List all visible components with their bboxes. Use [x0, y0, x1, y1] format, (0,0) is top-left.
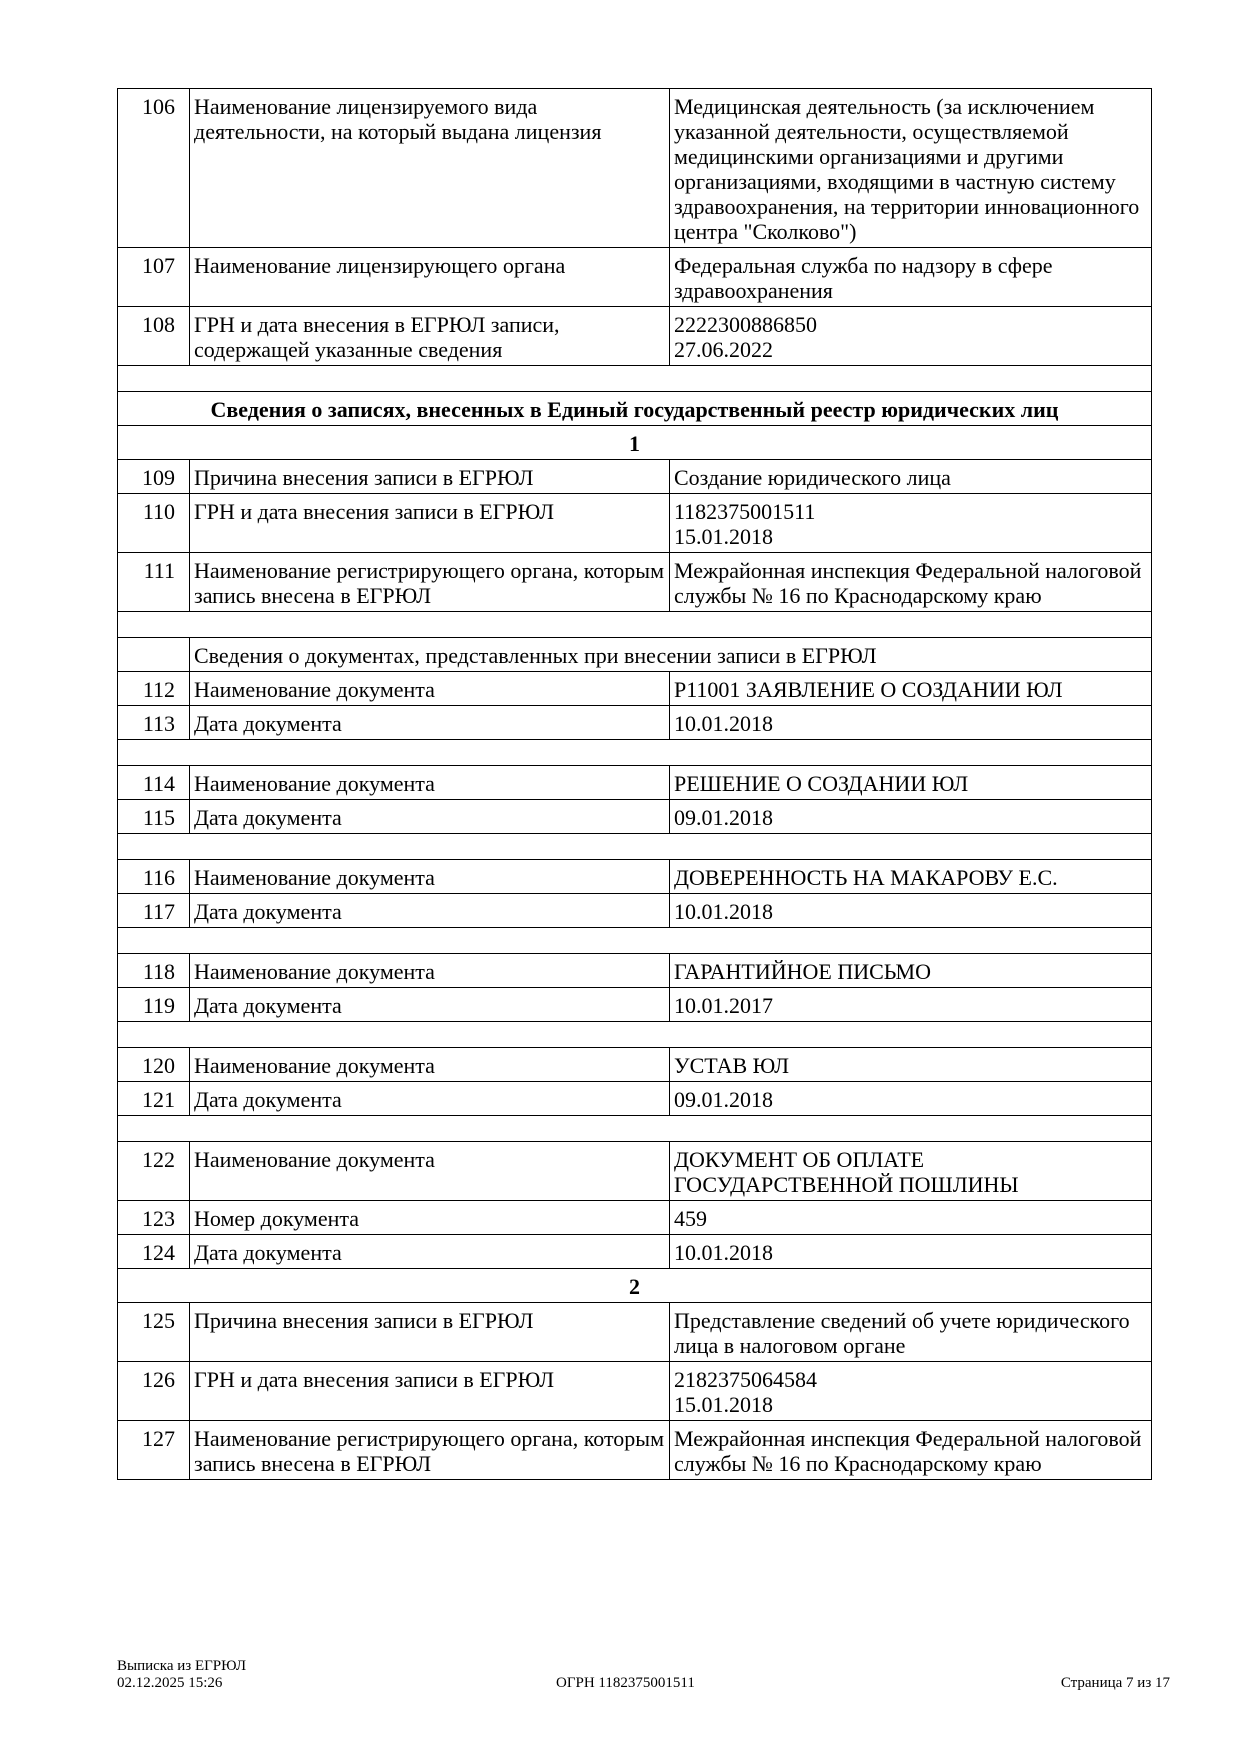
- row-value: 10.01.2017: [670, 988, 1152, 1022]
- row-value: УСТАВ ЮЛ: [670, 1048, 1152, 1082]
- table-row: [118, 766, 1152, 800]
- row-label: Наименование лицензируемого вида деятельности, на который выдана лицензия: [190, 89, 670, 248]
- spacer-row: [118, 1022, 1152, 1048]
- row-number: 107: [118, 248, 190, 307]
- spacer-row: [118, 928, 1152, 954]
- row-value: 10.01.2018: [670, 1235, 1152, 1269]
- row-value: ДОВЕРЕННОСТЬ НА МАКАРОВУ Е.С.: [670, 860, 1152, 894]
- row-number: 112: [118, 672, 190, 706]
- empty-number-cell: [118, 638, 190, 672]
- row-label: ГРН и дата внесения записи в ЕГРЮЛ: [190, 494, 670, 553]
- row-number: 126: [118, 1362, 190, 1421]
- table-row: [118, 1362, 1152, 1421]
- table-row: [118, 860, 1152, 894]
- spacer-row: [118, 834, 1152, 860]
- row-label: Наименование документа: [190, 1048, 670, 1082]
- row-number: 127: [118, 1421, 190, 1480]
- table-row: [118, 1201, 1152, 1235]
- spacer-cell: [118, 1116, 1152, 1142]
- row-number: 115: [118, 800, 190, 834]
- section-header-row: [118, 426, 1152, 460]
- row-number: 109: [118, 460, 190, 494]
- row-value: 09.01.2018: [670, 1082, 1152, 1116]
- row-label: Дата документа: [190, 706, 670, 740]
- row-label: Причина внесения записи в ЕГРЮЛ: [190, 1303, 670, 1362]
- footer-ogrn: ОГРН 1182375001511: [556, 1675, 695, 1691]
- row-label: Номер документа: [190, 1201, 670, 1235]
- table-row: [118, 894, 1152, 928]
- subsection-header: Сведения о документах, представленных при внесении записи в ЕГРЮЛ: [190, 638, 1152, 672]
- table-row: [118, 800, 1152, 834]
- spacer-row: [118, 740, 1152, 766]
- row-label: Наименование документа: [190, 860, 670, 894]
- row-label: ГРН и дата внесения в ЕГРЮЛ записи, содержащей указанные сведения: [190, 307, 670, 366]
- row-label: ГРН и дата внесения записи в ЕГРЮЛ: [190, 1362, 670, 1421]
- section-header-row: [118, 392, 1152, 426]
- egrul-extract-table: [117, 88, 1152, 1480]
- row-value: 09.01.2018: [670, 800, 1152, 834]
- spacer-cell: [118, 366, 1152, 392]
- row-value: 2222300886850 27.06.2022: [670, 307, 1152, 366]
- table-row: [118, 1421, 1152, 1480]
- row-value: 2182375064584 15.01.2018: [670, 1362, 1152, 1421]
- row-label: Наименование документа: [190, 954, 670, 988]
- table-row: [118, 494, 1152, 553]
- spacer-row: [118, 366, 1152, 392]
- row-number: 118: [118, 954, 190, 988]
- table-row: [118, 1082, 1152, 1116]
- row-value: Р11001 ЗАЯВЛЕНИЕ О СОЗДАНИИ ЮЛ: [670, 672, 1152, 706]
- row-value: Создание юридического лица: [670, 460, 1152, 494]
- table-row: [118, 89, 1152, 248]
- row-label: Дата документа: [190, 988, 670, 1022]
- row-number: 106: [118, 89, 190, 248]
- spacer-row: [118, 612, 1152, 638]
- row-label: Наименование документа: [190, 766, 670, 800]
- table-row: [118, 1235, 1152, 1269]
- table-row: [118, 672, 1152, 706]
- row-label: Наименование документа: [190, 1142, 670, 1201]
- row-value: 1182375001511 15.01.2018: [670, 494, 1152, 553]
- row-value: ГАРАНТИЙНОЕ ПИСЬМО: [670, 954, 1152, 988]
- row-value: 459: [670, 1201, 1152, 1235]
- row-label: Наименование регистрирующего органа, которым запись внесена в ЕГРЮЛ: [190, 1421, 670, 1480]
- table-row: [118, 1142, 1152, 1201]
- row-label: Наименование регистрирующего органа, которым запись внесена в ЕГРЮЛ: [190, 553, 670, 612]
- row-number: 122: [118, 1142, 190, 1201]
- row-value: ДОКУМЕНТ ОБ ОПЛАТЕ ГОСУДАРСТВЕННОЙ ПОШЛИНЫ: [670, 1142, 1152, 1201]
- row-value: Медицинская деятельность (за исключением указанной деятельности, осуществляемой медицинскими организациями и другими организациями, входящими в частную систему здравоохранения, на территории инновационного центра "Сколково"): [670, 89, 1152, 248]
- row-value: Межрайонная инспекция Федеральной налоговой службы № 16 по Краснодарскому краю: [670, 1421, 1152, 1480]
- row-label: Причина внесения записи в ЕГРЮЛ: [190, 460, 670, 494]
- section-header: Сведения о записях, внесенных в Единый государственный реестр юридических лиц: [118, 392, 1152, 426]
- table-row: [118, 988, 1152, 1022]
- row-label: Дата документа: [190, 800, 670, 834]
- table-body: [118, 89, 1152, 1480]
- row-value: Межрайонная инспекция Федеральной налоговой службы № 16 по Краснодарскому краю: [670, 553, 1152, 612]
- row-label: Дата документа: [190, 1082, 670, 1116]
- table-row: [118, 954, 1152, 988]
- row-number: 123: [118, 1201, 190, 1235]
- row-number: 119: [118, 988, 190, 1022]
- row-number: 120: [118, 1048, 190, 1082]
- subsection-header-row: [118, 638, 1152, 672]
- table-row: [118, 248, 1152, 307]
- spacer-cell: [118, 740, 1152, 766]
- row-number: 114: [118, 766, 190, 800]
- footer-document-info: Выписка из ЕГРЮЛ 02.12.2025 15:26: [117, 1658, 246, 1691]
- spacer-row: [118, 1116, 1152, 1142]
- spacer-cell: [118, 612, 1152, 638]
- row-label: Наименование документа: [190, 672, 670, 706]
- row-value: 10.01.2018: [670, 706, 1152, 740]
- spacer-cell: [118, 1022, 1152, 1048]
- table-row: [118, 307, 1152, 366]
- row-value: 10.01.2018: [670, 894, 1152, 928]
- table-row: [118, 1303, 1152, 1362]
- row-value: Представление сведений об учете юридического лица в налоговом органе: [670, 1303, 1152, 1362]
- row-number: 116: [118, 860, 190, 894]
- section-header-row: [118, 1269, 1152, 1303]
- table-row: [118, 706, 1152, 740]
- row-number: 121: [118, 1082, 190, 1116]
- row-number: 124: [118, 1235, 190, 1269]
- row-value: РЕШЕНИЕ О СОЗДАНИИ ЮЛ: [670, 766, 1152, 800]
- section-header: 2: [118, 1269, 1152, 1303]
- table-row: [118, 553, 1152, 612]
- row-number: 125: [118, 1303, 190, 1362]
- row-number: 113: [118, 706, 190, 740]
- row-number: 111: [118, 553, 190, 612]
- row-number: 117: [118, 894, 190, 928]
- table-row: [118, 460, 1152, 494]
- row-number: 108: [118, 307, 190, 366]
- row-label: Дата документа: [190, 894, 670, 928]
- row-label: Дата документа: [190, 1235, 670, 1269]
- row-number: 110: [118, 494, 190, 553]
- row-label: Наименование лицензирующего органа: [190, 248, 670, 307]
- spacer-cell: [118, 834, 1152, 860]
- section-header: 1: [118, 426, 1152, 460]
- row-value: Федеральная служба по надзору в сфере здравоохранения: [670, 248, 1152, 307]
- spacer-cell: [118, 928, 1152, 954]
- footer-page-number: Страница 7 из 17: [1060, 1675, 1170, 1691]
- table-row: [118, 1048, 1152, 1082]
